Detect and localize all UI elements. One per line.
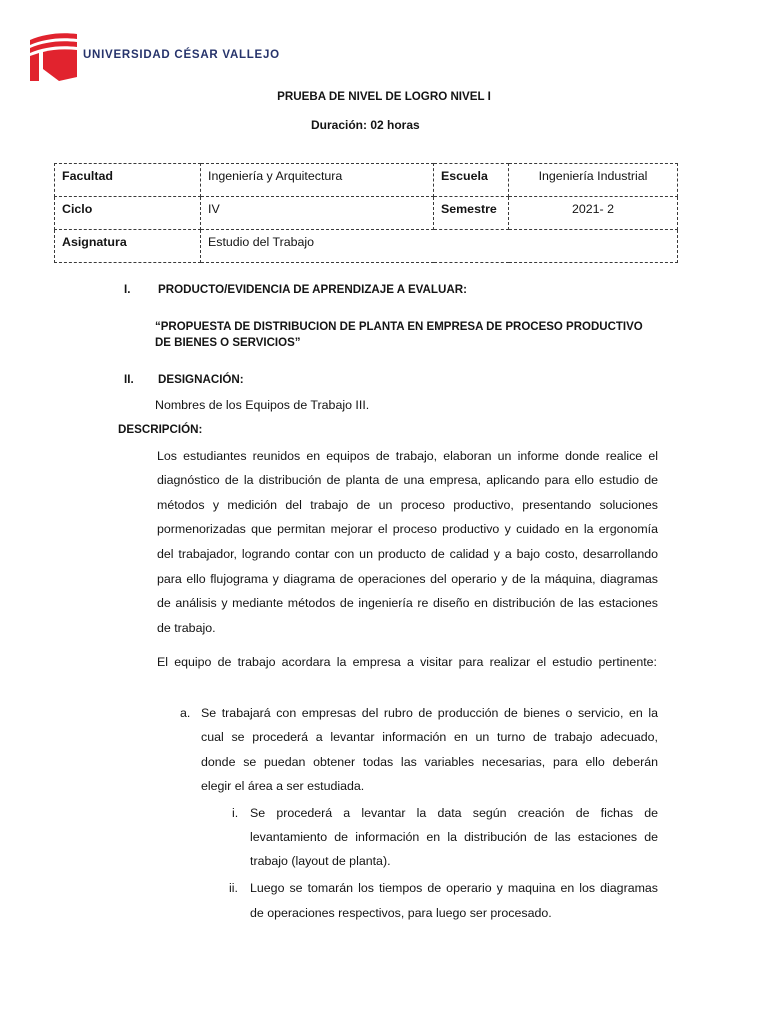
course-info-table [54, 163, 678, 263]
sublist-item-line: levantamiento de información en la distribución de las estaciones de [250, 830, 658, 844]
sublist-item [250, 876, 658, 926]
paragraph-line: pormenorizadas que permitan mejorar el proceso productivo y cuidado en la ergonomía [157, 522, 658, 537]
cycle-value: IV [201, 197, 434, 230]
table-row [55, 197, 678, 230]
section-number: I. [124, 283, 131, 296]
list-item [201, 701, 658, 799]
sublist-marker: i. [232, 806, 239, 820]
school-label: Escuela [434, 164, 509, 197]
section-number: II. [124, 373, 134, 386]
ucv-shield-icon [30, 33, 77, 81]
list-marker: a. [180, 706, 191, 720]
paragraph-line: del trabajador, logrando contar con un producto de calidad y a bajo costo, desarrollando [157, 546, 658, 561]
section-heading: DESIGNACIÓN: [158, 373, 244, 386]
designation-text: Nombres de los Equipos de Trabajo III. [155, 398, 370, 412]
exam-title: PRUEBA DE NIVEL DE LOGRO NIVEL I [277, 90, 491, 103]
university-name: UNIVERSIDAD CÉSAR VALLEJO [83, 49, 280, 61]
description-note [157, 650, 657, 674]
description-paragraph [157, 444, 658, 641]
table-row [55, 164, 678, 197]
list-item-line: cual se procederá a levantar información en un turno de trabajo adecuado, [201, 730, 658, 745]
paragraph-line: de trabajo. [157, 620, 216, 635]
school-value: Ingeniería Industrial [509, 164, 678, 197]
sublist-item-line: trabajo (layout de planta). [250, 854, 391, 868]
sublist-item-line: Luego se tomarán los tiempos de operario y maquina en los diagramas [250, 881, 658, 895]
paragraph-line: métodos y medición del trabajo de un proceso productivo, presentando soluciones [157, 497, 658, 512]
quote-line: “PROPUESTA DE DISTRIBUCION DE PLANTA EN EMPRESA DE PROCESO PRODUCTIVO [155, 321, 643, 333]
paragraph-line: Los estudiantes reunidos en equipos de trabajo, elaboran un informe donde realice el [157, 448, 658, 463]
project-title-quote [155, 319, 643, 351]
paragraph-line: para ello flujograma y diagrama de operaciones del operario y de la máquina, diagramas [157, 571, 658, 586]
sublist-item [250, 801, 658, 873]
semester-label: Semestre [434, 197, 509, 230]
list-item-line: donde se puedan obtener todas las variables necesarias, para ello deberán [201, 754, 658, 769]
paragraph-line: diagnóstico de la distribución de planta de una empresa, aplicando para ello estudio de [157, 473, 658, 488]
sublist-item-line: Se procederá a levantar la data según creación de fichas de [250, 806, 658, 820]
list-item-line: elegir el área a ser estudiada. [201, 779, 365, 794]
table-row [55, 230, 678, 263]
quote-line: DE BIENES O SERVICIOS” [155, 337, 301, 349]
section-heading: PRODUCTO/EVIDENCIA DE APRENDIZAJE A EVALUAR: [158, 283, 467, 296]
sublist-item-line: de operaciones respectivos, para luego ser procesado. [250, 906, 552, 920]
subject-label: Asignatura [55, 230, 201, 263]
list-item-line: Se trabajará con empresas del rubro de producción de bienes o servicio, en la [201, 706, 658, 720]
subject-value: Estudio del Trabajo [201, 230, 678, 263]
description-heading: DESCRIPCIÓN: [118, 423, 203, 436]
exam-duration: Duración: 02 horas [311, 118, 420, 132]
cycle-label: Ciclo [55, 197, 201, 230]
faculty-label: Facultad [55, 164, 201, 197]
semester-value: 2021- 2 [509, 197, 678, 230]
sublist-marker: ii. [229, 881, 238, 895]
faculty-value: Ingeniería y Arquitectura [201, 164, 434, 197]
paragraph-line: de análisis y mediante métodos de ingeniería re diseño en distribución de las estaciones [157, 596, 658, 611]
note-line: El equipo de trabajo acordara la empresa a visitar para realizar el estudio pertinente: [157, 655, 657, 669]
